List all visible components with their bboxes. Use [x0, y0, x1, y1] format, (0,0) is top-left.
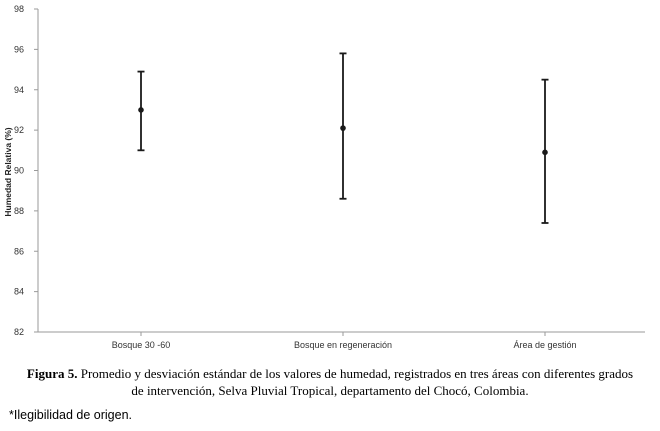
figure-label: Figura 5.	[26, 366, 78, 381]
x-category-label: Área de gestión	[513, 340, 577, 350]
caption-line-2: de intervención, Selva Pluvial Tropical, departamento del Chocó, Colombia.	[131, 383, 529, 398]
mean-point	[138, 107, 144, 113]
error-bar	[138, 72, 145, 151]
y-tick-label: 92	[13, 125, 24, 136]
y-tick-label: 84	[13, 286, 24, 297]
mean-point	[542, 150, 548, 156]
x-category-label: Bosque en regeneración	[293, 340, 393, 350]
y-tick-label: 82	[13, 327, 24, 337]
y-axis-label: Humedad Relativa (%)	[3, 127, 13, 217]
error-bar	[340, 53, 347, 198]
y-axis-ticks	[14, 4, 38, 337]
y-tick-label: 90	[13, 165, 24, 176]
y-tick-label: 94	[13, 84, 24, 95]
mean-point	[340, 125, 346, 131]
error-bar	[542, 80, 549, 223]
y-tick-label: 88	[13, 205, 24, 216]
x-axis-categories	[112, 332, 577, 350]
chart-axes	[38, 9, 645, 332]
caption-line-1: Promedio y desviación estándar de los valores de humedad, registrados en tres áreas con diferentes grados	[80, 366, 634, 381]
error-bars	[138, 53, 549, 223]
y-tick-label: 98	[13, 4, 24, 14]
x-category-label: Bosque 30 -60	[111, 340, 171, 350]
figure-caption	[0, 365, 660, 399]
source-note: *Ilegibilidad de origen.	[9, 408, 133, 422]
y-tick-label: 96	[13, 44, 24, 55]
y-tick-label: 86	[13, 246, 24, 257]
